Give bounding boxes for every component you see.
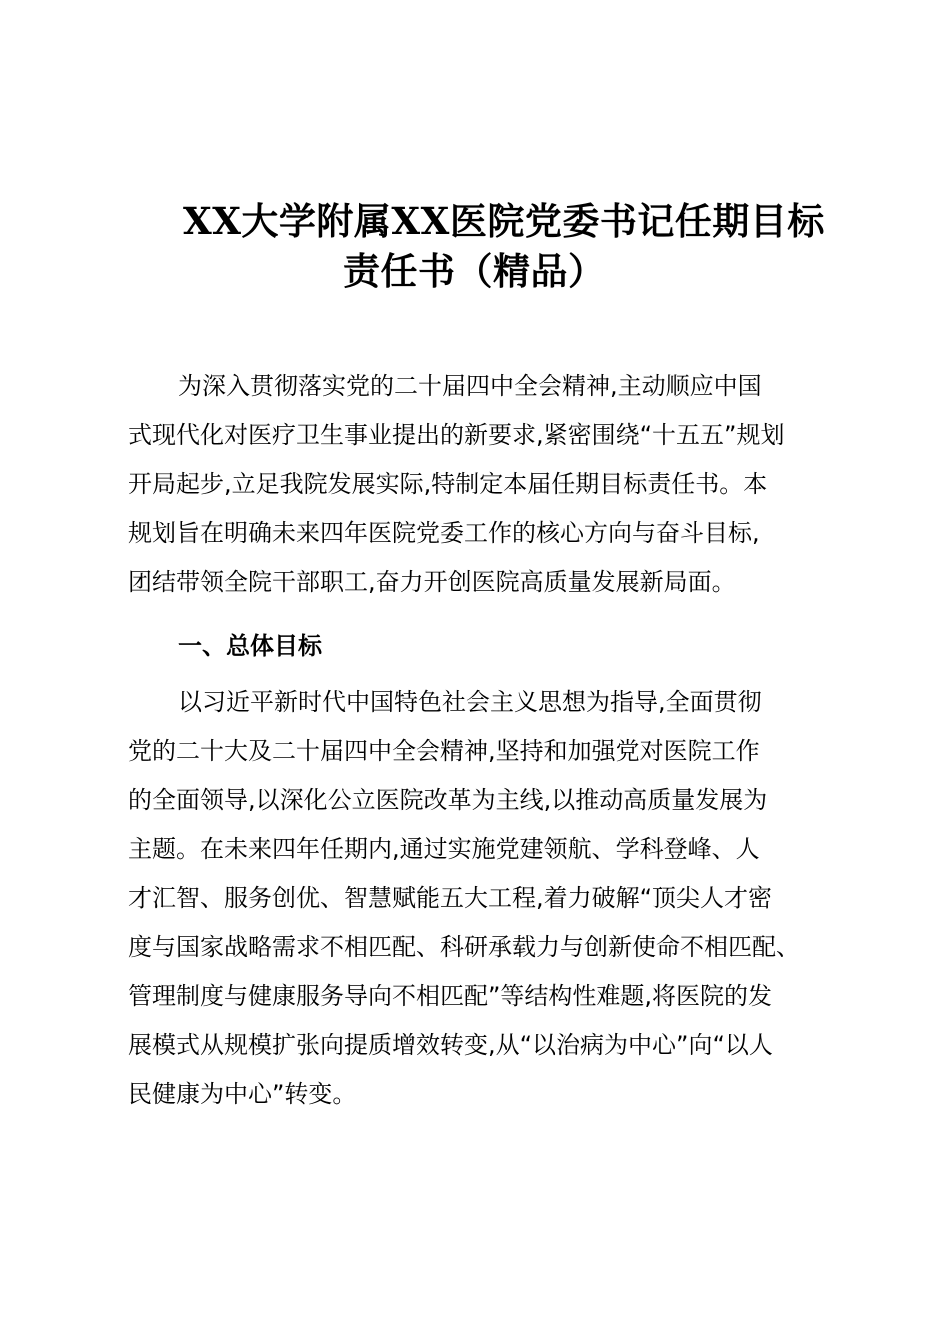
overall-goal-paragraph bbox=[128, 678, 838, 1119]
title-line-1: XX大学附属XX医院党委书记任期目标 bbox=[183, 199, 825, 243]
title-line-2: 责任书（精品） bbox=[343, 249, 606, 293]
paragraph-line: 度与国家战略需求不相匹配、科研承载力与创新使命不相匹配、 bbox=[128, 933, 800, 961]
paragraph-line: 主题。在未来四年任期内,通过实施党建领航、学科登峰、人 bbox=[128, 835, 760, 863]
section-heading: 一、总体目标 bbox=[178, 632, 322, 660]
paragraph-line: 管理制度与健康服务导向不相匹配”等结构性难题,将医院的发 bbox=[128, 982, 773, 1010]
paragraph-line: 展模式从规模扩张向提质增效转变,从“以治病为中心”向“以人 bbox=[128, 1031, 773, 1059]
paragraph-line: 以习近平新时代中国特色社会主义思想为指导,全面贯彻 bbox=[178, 688, 762, 716]
paragraph-line: 才汇智、服务创优、智慧赋能五大工程,着力破解“顶尖人才密 bbox=[128, 884, 773, 912]
paragraph-line: 为深入贯彻落实党的二十届四中全会精神,主动顺应中国 bbox=[178, 372, 762, 400]
paragraph-line: 式现代化对医疗卫生事业提出的新要求,紧密围绕“十五五”规划 bbox=[128, 421, 785, 449]
paragraph-line: 规划旨在明确未来四年医院党委工作的核心方向与奋斗目标, bbox=[128, 519, 760, 547]
paragraph-line: 党的二十大及二十届四中全会精神,坚持和加强党对医院工作 bbox=[128, 737, 760, 765]
intro-paragraph bbox=[128, 362, 838, 607]
paragraph-line: 开局起步,立足我院发展实际,特制定本届任期目标责任书。本 bbox=[128, 470, 768, 498]
paragraph-line: 的全面领导,以深化公立医院改革为主线,以推动高质量发展为 bbox=[128, 786, 768, 814]
paragraph-line: 民健康为中心”转变。 bbox=[128, 1080, 357, 1108]
paragraph-line: 团结带领全院干部职工,奋力开创医院高质量发展新局面。 bbox=[128, 568, 736, 596]
